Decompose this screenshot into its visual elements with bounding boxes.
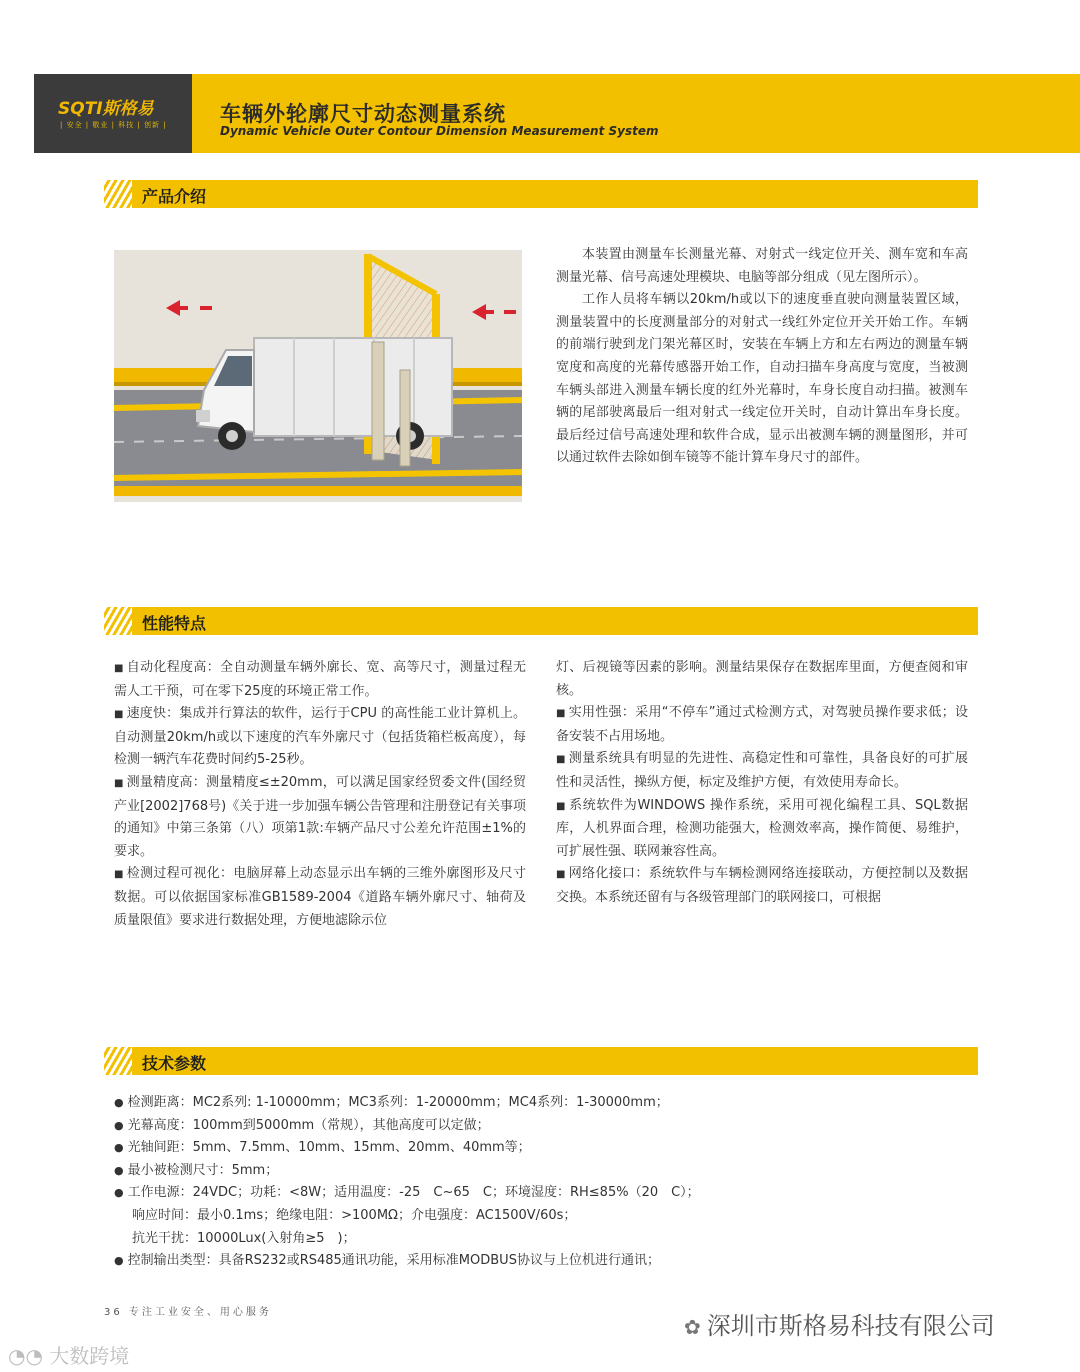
watermark-text: 大数跨境 [49, 1344, 130, 1368]
company-name: 深圳市斯格易科技有限公司 [706, 1312, 995, 1340]
features-right-column [556, 657, 968, 910]
spec-item: ● 控制输出类型：具备RS232或RS485通讯功能，采用标准MODBUS协议与上位机进行通讯； [114, 1253, 660, 1269]
feature-item: ■ 检测过程可视化：电脑屏幕上动态显示出车辆的三维外廓图形及尺寸数据。可以依据国家标准GB1589-2004《道路车辆外廓尺寸、轴荷及质量限值》要求进行数据处理，方便地滤除示位 [114, 866, 526, 928]
footer-slogan: 专注工业安全、用心服务 [128, 1307, 272, 1318]
features-left-column [114, 657, 526, 932]
square-bullet-icon: ■ [556, 708, 566, 720]
wechat-icon: ✿ [684, 1315, 701, 1339]
section-title-features: 性能特点 [142, 614, 207, 633]
square-bullet-icon: ■ [556, 754, 566, 766]
bullet-icon: ● [114, 1141, 124, 1155]
intro-text [556, 244, 968, 470]
bullet-icon: ● [114, 1163, 124, 1177]
square-bullet-icon: ■ [556, 869, 566, 881]
bullet-icon: ● [114, 1186, 124, 1200]
spec-item: ● 工作电源：24VDC；功耗：<8W；适用温度：-25 C~65 C；环境湿度：RH≤85%（20 C）； [114, 1185, 700, 1201]
feature-item: ■ 系统软件为WINDOWS 操作系统，采用可视化编程工具、SQL数据库，人机界面合理，检测功能强大，检测效率高，操作简便、易维护，可扩展性强、联网兼容性高。 [556, 797, 969, 859]
spec-item: ● 检测距离：MC2系列: 1-10000mm；MC3系列：1-20000mm；MC4系列：1-30000mm； [114, 1095, 669, 1110]
source-watermark [8, 1340, 129, 1369]
square-bullet-icon: ■ [114, 709, 124, 721]
bullet-icon: ● [114, 1118, 124, 1132]
intro-paragraph-1: 本装置由测量车长测量光幕、对射式一线定位开关、测车宽和车高测量光幕、信号高速处理模块、电脑等部分组成（见左图所示）。 [556, 247, 968, 285]
feature-item: ■ 自动化程度高：全自动测量车辆外廓长、宽、高等尺寸，测量过程无需人工干预，可在零下25度的环境正常工作。 [114, 660, 526, 699]
product-illustration [114, 250, 522, 502]
feature-item: ■ 测量系统具有明显的先进性、高稳定性和可靠性，具备良好的可扩展性和灵活性，操纵方便，标定及维护方便，有效使用寿命长。 [556, 751, 968, 790]
feature-item: ■ 测量精度高：测量精度≤±20mm，可以满足国家经贸委文件(国经贸产业[2002]768号)《关于进一步加强车辆公告管理和注册登记有关事项的通知》中第三条第（八）项第1款:车辆产品尺寸公差允许范围±1%的要求。 [114, 774, 526, 859]
spec-item: ● 光轴间距：5mm、7.5mm、10mm、15mm、20mm、40mm等； [114, 1140, 531, 1156]
section-header-specs [104, 1047, 978, 1075]
spec-subline: 响应时间：最小0.1ms；绝缘电阻：>100MΩ；介电强度：AC1500V/60s； [132, 1207, 577, 1223]
company-logo [34, 74, 192, 153]
square-bullet-icon: ■ [114, 663, 124, 674]
intro-paragraph-2: 工作人员将车辆以20km/h或以下的速度垂直驶向测量装置区域，测量装置中的长度测量部分的对射式一线红外定位开关开始工作。车辆的前端行驶到龙门架光幕区时，安装在车辆上方和左右两边的测量车辆宽度和高度的光幕传感器开始工作，自动扫描车身高度与宽度，当被测车辆头部进入测量车辆长度的红外光幕时，车身长度自动扫描。被测车辆的尾部驶离最后一组对射式一线定位开关时，自动计算出车身长度。最后经过信号高速处理和软件合成，显示出被测车辆的测量图形，并可以通过软件去除如倒车镜等不能计算车身尺寸的部件。 [556, 292, 968, 466]
spec-item: ● 最小被检测尺寸：5mm； [114, 1162, 279, 1178]
section-title-intro: 产品介绍 [142, 187, 207, 206]
square-bullet-icon: ■ [114, 777, 124, 789]
page-number: 36 [104, 1307, 123, 1318]
spec-item: ● 光幕高度：100mm到5000mm（常规），其他高度可以定做； [114, 1117, 490, 1133]
logo-tagline: | 安全 | 敬业 | 科技 | 创新 | [60, 121, 167, 129]
spec-subline: 抗光干扰：10000Lux(入射角≥5 )； [132, 1230, 356, 1246]
feature-continuation: 灯、后视镜等因素的影响。测量结果保存在数据库里面，方便查阅和审核。 [556, 660, 968, 698]
logo-text: SQTI斯格易 [58, 99, 154, 119]
company-watermark [684, 1306, 995, 1341]
section-header-intro [104, 180, 978, 208]
page-footer [104, 1303, 272, 1318]
square-bullet-icon: ■ [556, 800, 567, 812]
feature-item: ■ 速度快：集成并行算法的软件，运行于CPU 的高性能工业计算机上。自动测量20km/h或以下速度的汽车外廓尺寸（包括货箱栏板高度），每检测一辆汽车花费时间约5-25秒。 [114, 706, 526, 768]
specs-list [114, 1092, 834, 1273]
section-title-specs: 技术参数 [142, 1054, 207, 1073]
feature-item: ■ 实用性强：采用“不停车”通过式检测方式，对驾驶员操作要求低；设备安装不占用场地。 [556, 705, 968, 744]
square-bullet-icon: ■ [114, 869, 124, 881]
watermark-logo-icon: ◔◔ [8, 1344, 43, 1368]
page-title: 车辆外轮廓尺寸动态测量系统 [220, 102, 506, 126]
section-header-features [104, 607, 978, 635]
bullet-icon: ● [114, 1096, 124, 1109]
bullet-icon: ● [114, 1254, 124, 1268]
feature-item: ■ 网络化接口：系统软件与车辆检测网络连接联动，方便控制以及数据交换。本系统还留有与各级管理部门的联网接口，可根据 [556, 866, 968, 905]
page-subtitle: Dynamic Vehicle Outer Contour Dimension Measurement System [220, 124, 659, 138]
